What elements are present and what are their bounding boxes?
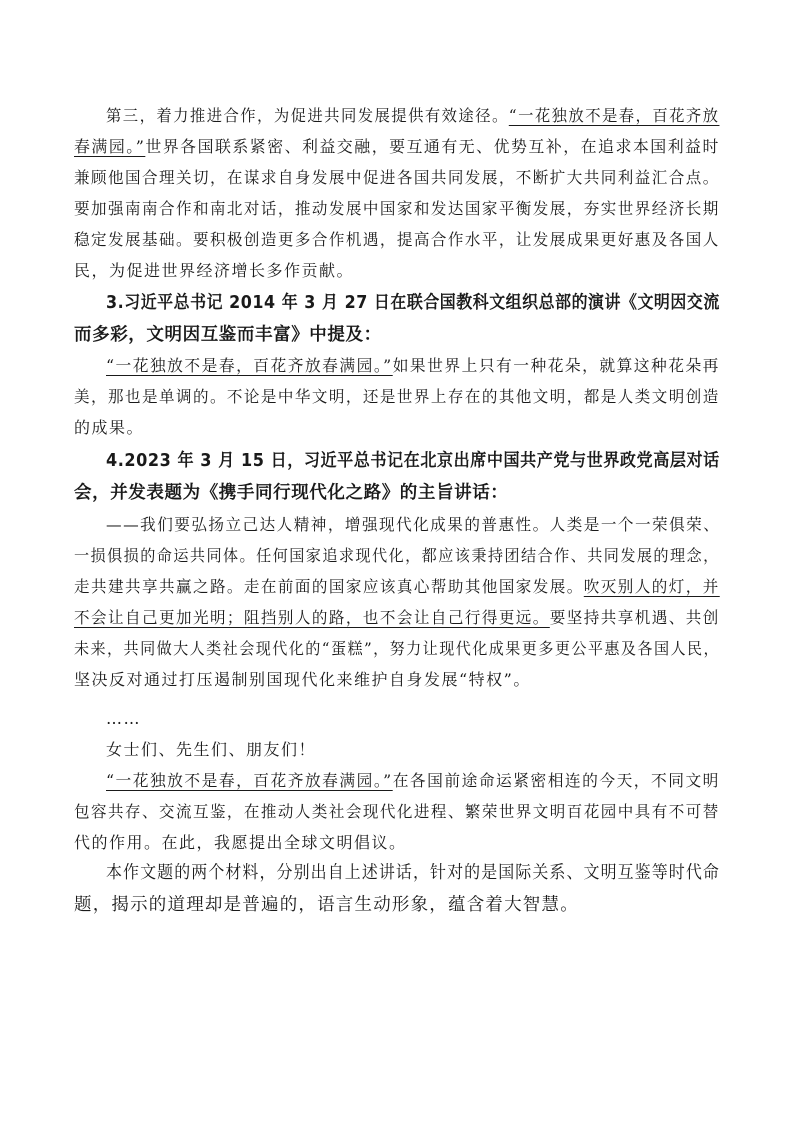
text-segment: …… bbox=[106, 709, 141, 728]
text-segment: 而多彩，文明因互鉴而丰富》中提及： bbox=[74, 325, 382, 345]
paragraph-line bbox=[74, 895, 579, 915]
quote-line bbox=[106, 771, 720, 791]
text-segment: 如果世界上只有一种花朵，就算这种花朵再 bbox=[392, 356, 720, 375]
text-segment: 世界各国联系紧密、利益交融，要互通有无、优势互补，在追求本国利益时 bbox=[145, 137, 720, 156]
quote-line bbox=[74, 802, 720, 822]
quote-line bbox=[74, 418, 144, 438]
text-segment: 稳定发展基础。要积极创造更多合作机遇，提高合作水平，让发展成果更好惠及各国人 bbox=[74, 230, 720, 249]
text-segment: 在各国前途命运紧密相连的今天，不同文明 bbox=[392, 771, 720, 790]
text-segment: 的成果。 bbox=[74, 418, 145, 437]
quote-line bbox=[74, 608, 720, 628]
quote-line bbox=[74, 670, 531, 690]
text-segment: 本作文题的两个材料，分别出自上述讲话，针对的是国际关系、文明互鉴等时代命 bbox=[106, 863, 720, 883]
text-segment: 民，为促进世界经济增长多作贡献。 bbox=[74, 261, 355, 280]
paragraph-line bbox=[74, 199, 720, 219]
text-segment: 要坚持共享机遇、共创 bbox=[549, 608, 720, 627]
text-segment: 美，那也是单调的。不论是中华文明，还是世界上存在的其他文明，都是人类文明创造 bbox=[74, 387, 720, 406]
quote-line bbox=[74, 833, 407, 853]
text-segment: 3.习近平总书记 2014 年 3 月 27 日在联合国教科文组织总部的演讲《文明因交流 bbox=[106, 293, 720, 313]
underlined-quote: 不会让自己更加光明；阻挡别人的路，也不会让自己行得更远。 bbox=[74, 608, 550, 627]
text-segment: 兼顾他国合理关切，在谋求自身发展中促进各国共同发展，不断扩大共同利益汇合点。 bbox=[74, 168, 720, 187]
text-segment: 包容共存、交流互鉴，在推动人类社会现代化进程、繁荣世界文明百花园中具有不可替 bbox=[74, 802, 720, 821]
text-segment: 会，并发表题为《携手同行现代化之路》的主旨讲话： bbox=[74, 483, 509, 503]
paragraph-line bbox=[74, 168, 720, 188]
text-segment: 题，揭示的道理却是普遍的，语言生动形象，蕴含着大智慧。 bbox=[74, 895, 579, 915]
text-segment: ——我们要弘扬立己达人精神，增强现代化成果的普惠性。人类是一个一荣俱荣、 bbox=[106, 515, 721, 534]
quote-line bbox=[106, 740, 316, 760]
ellipsis bbox=[106, 709, 141, 729]
section-heading bbox=[106, 451, 720, 471]
underlined-quote: “一花独放不是春，百花齐放春满园。” bbox=[106, 771, 393, 790]
section-heading bbox=[106, 293, 720, 313]
paragraph-line bbox=[74, 137, 720, 157]
text-segment: 代的作用。在此，我愿提出全球文明倡议。 bbox=[74, 833, 407, 852]
quote-line bbox=[74, 639, 720, 659]
text-segment: 坚决反对通过打压遏制别国现代化来维护自身发展“特权”。 bbox=[74, 670, 531, 689]
paragraph-line bbox=[106, 106, 719, 126]
underlined-quote: “一花独放不是春，百花齐放春满园。” bbox=[106, 356, 393, 375]
section-heading bbox=[74, 483, 508, 503]
quote-line bbox=[74, 387, 720, 407]
text-segment: 走共建共享共赢之路。走在前面的国家应该真心帮助其他国家发展。 bbox=[74, 577, 584, 596]
underlined-quote: 吹灭别人的灯，并 bbox=[583, 577, 720, 596]
text-segment: 4.2023 年 3 月 15 日，习近平总书记在北京出席中国共产党与世界政党高层对话 bbox=[106, 451, 720, 471]
quote-line bbox=[74, 546, 720, 566]
section-heading bbox=[74, 325, 382, 345]
quote-line bbox=[106, 515, 720, 535]
paragraph-line bbox=[74, 230, 720, 250]
underlined-quote: 春满园。” bbox=[74, 137, 146, 156]
quote-line bbox=[106, 356, 720, 376]
paragraph-line bbox=[74, 261, 354, 281]
text-segment: 第三，着力推进合作，为促进共同发展提供有效途径。 bbox=[106, 106, 509, 125]
quote-line bbox=[74, 577, 720, 597]
text-segment: 要加强南南合作和南北对话，推动发展中国家和发达国家平衡发展，夯实世界经济长期 bbox=[74, 199, 720, 218]
text-segment: 一损俱损的命运共同体。任何国家追求现代化，都应该秉持团结合作、共同发展的理念， bbox=[74, 546, 720, 565]
text-segment: 女士们、先生们、朋友们！ bbox=[106, 740, 317, 759]
paragraph-line bbox=[106, 863, 720, 883]
text-segment: 未来，共同做大人类社会现代化的“蛋糕”，努力让现代化成果更多更公平惠及各国人民， bbox=[74, 639, 721, 658]
underlined-quote: “一花独放不是春，百花齐放 bbox=[508, 106, 720, 125]
